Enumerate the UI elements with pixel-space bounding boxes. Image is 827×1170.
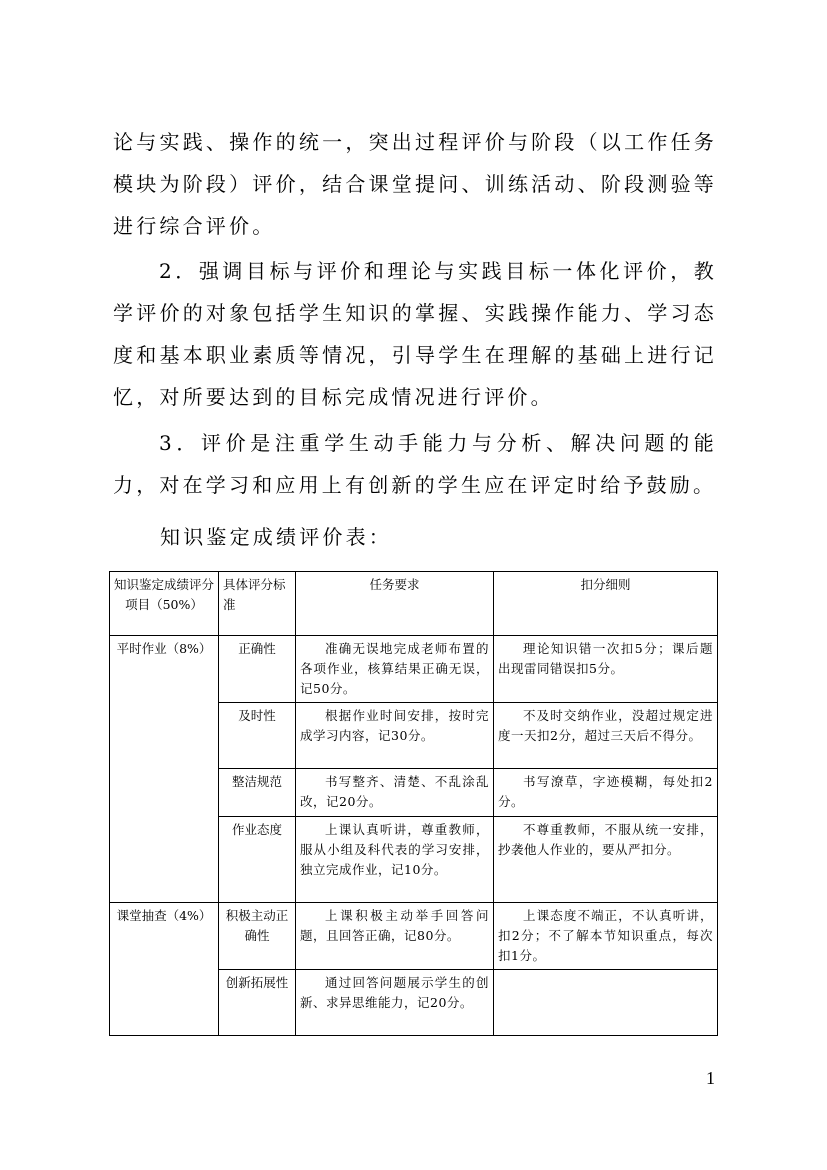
table-row xyxy=(110,903,718,970)
paragraph-2: 2．强调目标与评价和理论与实践目标一体化评价，教学评价的对象包括学生知识的掌握、实践操作能力、学习态度和基本职业素质等情况，引导学生在理解的基础上进行记忆，对所要达到的目标完成情况进行评价。 xyxy=(113,259,717,409)
requirement-cell: 上课认真听讲，尊重教师，服从小组及科代表的学习安排，独立完成作业，记10分。 xyxy=(296,817,494,903)
evaluation-table xyxy=(109,571,718,1036)
group-name: 课堂抽查（4%） xyxy=(110,903,219,1036)
standard-cell: 创新拓展性 xyxy=(219,970,296,1036)
deduction-cell: 不尊重教师，不服从统一安排，抄袭他人作业的，要从严扣分。 xyxy=(494,817,718,903)
paragraph-3: 3．评价是注重学生动手能力与分析、解决问题的能力，对在学习和应用上有创新的学生应在评定时给予鼓励。 xyxy=(113,431,717,497)
deduction-cell: 书写潦草，字迹模糊，每处扣2分。 xyxy=(494,769,718,817)
requirement-cell: 根据作业时间安排，按时完成学习内容，记30分。 xyxy=(296,703,494,769)
standard-cell: 作业态度 xyxy=(219,817,296,903)
requirement-cell: 书写整齐、清楚、不乱涂乱改，记20分。 xyxy=(296,769,494,817)
table-row xyxy=(110,636,718,703)
header-item: 知识鉴定成绩评分项目（50%） xyxy=(110,572,219,636)
standard-cell: 及时性 xyxy=(219,703,296,769)
deduction-cell: 理论知识错一次扣5分；课后题出现雷同错误扣5分。 xyxy=(494,636,718,703)
standard-cell: 整洁规范 xyxy=(219,769,296,817)
paragraph-1: 论与实践、操作的统一，突出过程评价与阶段（以工作任务模块为阶段）评价，结合课堂提问、训练活动、阶段测验等进行综合评价。 xyxy=(113,130,717,238)
table-caption: 知识鉴定成绩评价表： xyxy=(160,525,392,549)
requirement-cell: 通过回答问题展示学生的创新、求异思维能力，记20分。 xyxy=(296,970,494,1036)
header-deduction: 扣分细则 xyxy=(494,572,718,636)
requirement-cell: 上课积极主动举手回答问题，且回答正确，记80分。 xyxy=(296,903,494,970)
header-standard: 具体评分标准 xyxy=(219,572,296,636)
requirement-cell: 准确无误地完成老师布置的各项作业，核算结果正确无误，记50分。 xyxy=(296,636,494,703)
standard-cell: 积极主动正确性 xyxy=(219,903,296,970)
standard-cell: 正确性 xyxy=(219,636,296,703)
deduction-cell: 上课态度不端正，不认真听讲，扣2分；不了解本节知识重点，每次扣1分。 xyxy=(494,903,718,970)
header-requirement: 任务要求 xyxy=(296,572,494,636)
deduction-cell xyxy=(494,970,718,1036)
group-name: 平时作业（8%） xyxy=(110,636,219,903)
deduction-cell: 不及时交纳作业，没超过规定进度一天扣2分，超过三天后不得分。 xyxy=(494,703,718,769)
table-header-row xyxy=(110,572,718,636)
page-number: 1 xyxy=(706,1068,715,1088)
